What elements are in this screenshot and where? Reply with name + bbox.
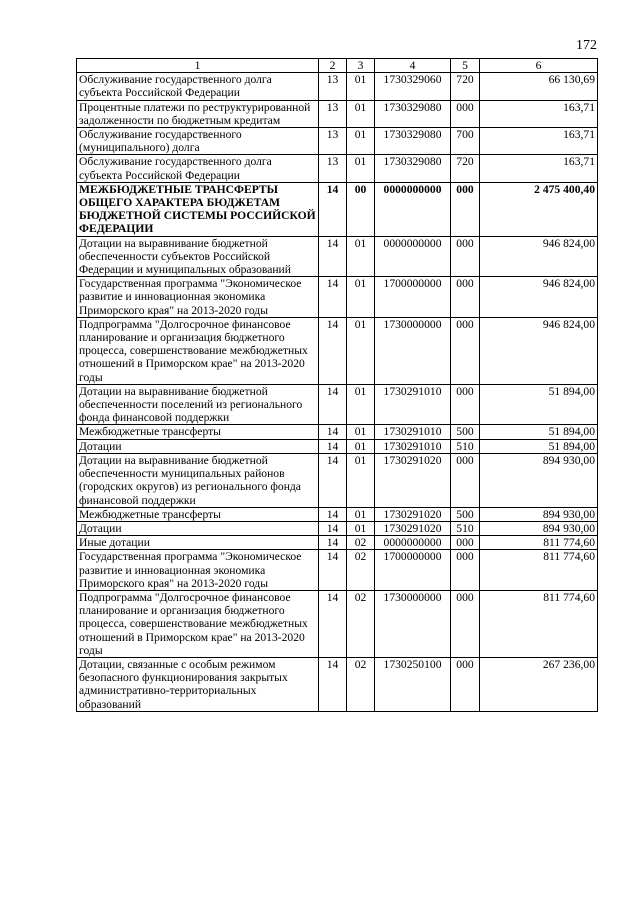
row-section-cell: 14	[319, 536, 347, 550]
row-amount-cell: 66 130,69	[480, 73, 598, 100]
table-row	[77, 657, 598, 711]
row-expense-type-cell: 000	[451, 453, 480, 507]
row-section-cell: 14	[319, 317, 347, 384]
row-amount-cell: 894 930,00	[480, 507, 598, 521]
row-section-cell: 13	[319, 128, 347, 155]
row-name-cell: Обслуживание государственного долга субъекта Российской Федерации	[77, 73, 319, 100]
row-article-cell: 1730000000	[375, 590, 451, 657]
row-amount-cell: 946 824,00	[480, 236, 598, 277]
row-amount-cell: 2 475 400,40	[480, 182, 598, 236]
row-amount-cell: 51 894,00	[480, 384, 598, 425]
row-article-cell: 0000000000	[375, 236, 451, 277]
table-row	[77, 277, 598, 318]
row-subsection-cell: 01	[347, 277, 375, 318]
row-article-cell: 1700000000	[375, 277, 451, 318]
row-expense-type-cell: 510	[451, 439, 480, 453]
row-amount-cell: 894 930,00	[480, 453, 598, 507]
row-name-cell: Процентные платежи по реструктурированной задолженности по бюджетным кредитам	[77, 100, 319, 127]
row-subsection-cell: 01	[347, 453, 375, 507]
header-cell: 3	[347, 59, 375, 73]
table-row	[77, 590, 598, 657]
row-article-cell: 1730291020	[375, 453, 451, 507]
row-name-cell: Обслуживание государственного (муниципального) долга	[77, 128, 319, 155]
row-amount-cell: 946 824,00	[480, 277, 598, 318]
row-article-cell: 1730329060	[375, 73, 451, 100]
row-article-cell: 1700000000	[375, 550, 451, 591]
row-section-cell: 14	[319, 236, 347, 277]
row-expense-type-cell: 720	[451, 155, 480, 182]
row-section-cell: 14	[319, 453, 347, 507]
row-subsection-cell: 02	[347, 590, 375, 657]
row-section-cell: 14	[319, 182, 347, 236]
row-subsection-cell: 00	[347, 182, 375, 236]
table-row	[77, 507, 598, 521]
row-article-cell: 1730000000	[375, 317, 451, 384]
row-subsection-cell: 01	[347, 155, 375, 182]
row-amount-cell: 163,71	[480, 128, 598, 155]
row-article-cell: 1730329080	[375, 128, 451, 155]
table-row	[77, 128, 598, 155]
row-article-cell: 1730291010	[375, 425, 451, 439]
row-article-cell: 1730291020	[375, 521, 451, 535]
row-name-cell: Подпрограмма "Долгосрочное финансовое планирование и организация бюджетного процесса, совершенствование межбюджетных отношений в Приморском крае" на 2013-2020 годы	[77, 590, 319, 657]
row-subsection-cell: 01	[347, 384, 375, 425]
row-amount-cell: 267 236,00	[480, 657, 598, 711]
table-row	[77, 536, 598, 550]
row-article-cell: 1730291020	[375, 507, 451, 521]
row-expense-type-cell: 000	[451, 317, 480, 384]
table-body	[77, 73, 598, 712]
row-expense-type-cell: 000	[451, 100, 480, 127]
row-section-cell: 14	[319, 507, 347, 521]
table-row	[77, 453, 598, 507]
table-row	[77, 439, 598, 453]
row-expense-type-cell: 510	[451, 521, 480, 535]
row-name-cell: Государственная программа "Экономическое развитие и инновационная экономика Приморского края" на 2013-2020 годы	[77, 550, 319, 591]
header-row	[77, 59, 598, 73]
row-amount-cell: 51 894,00	[480, 439, 598, 453]
table-row	[77, 521, 598, 535]
row-section-cell: 14	[319, 277, 347, 318]
row-section-cell: 13	[319, 73, 347, 100]
table-row	[77, 236, 598, 277]
table-row	[77, 182, 598, 236]
table-row	[77, 73, 598, 100]
header-cell: 1	[77, 59, 319, 73]
row-expense-type-cell: 700	[451, 128, 480, 155]
row-name-cell: Дотации	[77, 521, 319, 535]
row-expense-type-cell: 000	[451, 277, 480, 318]
row-section-cell: 14	[319, 657, 347, 711]
table-row	[77, 550, 598, 591]
row-name-cell: Дотации, связанные с особым режимом безопасного функционирования закрытых административно-территориальных образований	[77, 657, 319, 711]
row-section-cell: 13	[319, 100, 347, 127]
row-name-cell: Межбюджетные трансферты	[77, 507, 319, 521]
row-expense-type-cell: 000	[451, 182, 480, 236]
row-section-cell: 14	[319, 590, 347, 657]
row-name-cell: Государственная программа "Экономическое развитие и инновационная экономика Приморского края" на 2013-2020 годы	[77, 277, 319, 318]
row-expense-type-cell: 500	[451, 507, 480, 521]
row-article-cell: 0000000000	[375, 182, 451, 236]
row-amount-cell: 894 930,00	[480, 521, 598, 535]
table-row	[77, 384, 598, 425]
row-expense-type-cell: 720	[451, 73, 480, 100]
row-article-cell: 1730329080	[375, 155, 451, 182]
row-subsection-cell: 01	[347, 73, 375, 100]
row-amount-cell: 811 774,60	[480, 590, 598, 657]
row-amount-cell: 51 894,00	[480, 425, 598, 439]
row-article-cell: 1730291010	[375, 384, 451, 425]
row-subsection-cell: 02	[347, 536, 375, 550]
row-amount-cell: 163,71	[480, 100, 598, 127]
row-name-cell: Дотации на выравнивание бюджетной обеспеченности субъектов Российской Федерации и муниципальных образований	[77, 236, 319, 277]
row-section-cell: 14	[319, 550, 347, 591]
row-section-cell: 14	[319, 425, 347, 439]
row-article-cell: 1730329080	[375, 100, 451, 127]
row-subsection-cell: 01	[347, 236, 375, 277]
row-subsection-cell: 02	[347, 550, 375, 591]
row-subsection-cell: 01	[347, 425, 375, 439]
row-subsection-cell: 01	[347, 100, 375, 127]
row-amount-cell: 163,71	[480, 155, 598, 182]
row-subsection-cell: 02	[347, 657, 375, 711]
row-section-cell: 14	[319, 521, 347, 535]
row-amount-cell: 811 774,60	[480, 550, 598, 591]
table-row	[77, 317, 598, 384]
row-article-cell: 1730291010	[375, 439, 451, 453]
row-amount-cell: 946 824,00	[480, 317, 598, 384]
row-expense-type-cell: 000	[451, 236, 480, 277]
row-name-cell: МЕЖБЮДЖЕТНЫЕ ТРАНСФЕРТЫ ОБЩЕГО ХАРАКТЕРА БЮДЖЕТАМ БЮДЖЕТНОЙ СИСТЕМЫ РОССИЙСКОЙ ФЕДЕРАЦИИ	[77, 182, 319, 236]
row-subsection-cell: 01	[347, 507, 375, 521]
row-section-cell: 14	[319, 384, 347, 425]
row-expense-type-cell: 000	[451, 384, 480, 425]
budget-table	[76, 58, 598, 712]
row-article-cell: 0000000000	[375, 536, 451, 550]
table-row	[77, 425, 598, 439]
row-section-cell: 14	[319, 439, 347, 453]
row-name-cell: Дотации на выравнивание бюджетной обеспеченности поселений из регионального фонда финансовой поддержки	[77, 384, 319, 425]
header-cell: 4	[375, 59, 451, 73]
page-number: 172	[576, 38, 597, 53]
row-subsection-cell: 01	[347, 317, 375, 384]
row-expense-type-cell: 000	[451, 536, 480, 550]
row-name-cell: Дотации на выравнивание бюджетной обеспеченности муниципальных районов (городских округов) из регионального фонда финансовой поддержки	[77, 453, 319, 507]
header-cell: 6	[480, 59, 598, 73]
header-cell: 5	[451, 59, 480, 73]
row-expense-type-cell: 500	[451, 425, 480, 439]
row-section-cell: 13	[319, 155, 347, 182]
row-name-cell: Иные дотации	[77, 536, 319, 550]
row-expense-type-cell: 000	[451, 657, 480, 711]
table-row	[77, 155, 598, 182]
row-subsection-cell: 01	[347, 521, 375, 535]
row-article-cell: 1730250100	[375, 657, 451, 711]
row-expense-type-cell: 000	[451, 550, 480, 591]
row-amount-cell: 811 774,60	[480, 536, 598, 550]
row-subsection-cell: 01	[347, 439, 375, 453]
row-name-cell: Обслуживание государственного долга субъекта Российской Федерации	[77, 155, 319, 182]
row-expense-type-cell: 000	[451, 590, 480, 657]
row-name-cell: Подпрограмма "Долгосрочное финансовое планирование и организация бюджетного процесса, совершенствование межбюджетных отношений в Приморском крае" на 2013-2020 годы	[77, 317, 319, 384]
row-name-cell: Межбюджетные трансферты	[77, 425, 319, 439]
table-row	[77, 100, 598, 127]
row-subsection-cell: 01	[347, 128, 375, 155]
header-cell: 2	[319, 59, 347, 73]
row-name-cell: Дотации	[77, 439, 319, 453]
